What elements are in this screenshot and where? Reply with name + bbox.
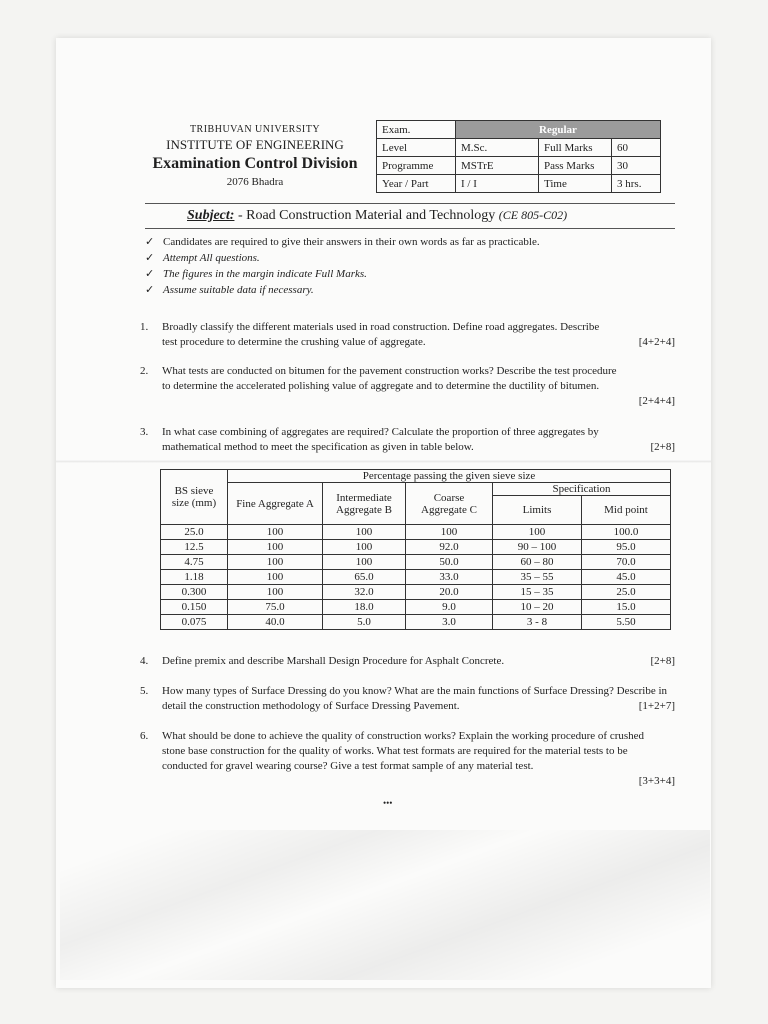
year-part-label: Year / Part bbox=[377, 175, 456, 193]
subject-divider bbox=[145, 228, 675, 229]
table-cell: 100.0 bbox=[582, 525, 671, 540]
table-cell: 12.5 bbox=[161, 540, 228, 555]
subject-label: Subject: bbox=[187, 208, 235, 223]
year-part-value: I / I bbox=[456, 175, 539, 193]
table-cell: 0.075 bbox=[161, 615, 228, 630]
header-limits: Limits bbox=[493, 496, 582, 525]
top-divider bbox=[145, 203, 675, 204]
exam-info-table bbox=[376, 120, 661, 193]
table-cell: 100 bbox=[228, 540, 323, 555]
programme-label: Programme bbox=[377, 157, 456, 175]
question-1: 1. Broadly classify the different materials used in road construction. Define road aggregates. Describe test procedure to determine the crushing value of aggregate. [4+2+4] bbox=[140, 321, 675, 348]
header-bs-sieve: BS sieve size (mm) bbox=[161, 470, 228, 525]
subject-name: - Road Construction Material and Technology bbox=[237, 208, 496, 223]
table-cell: 95.0 bbox=[582, 540, 671, 555]
header-coarse: Coarse Aggregate C bbox=[406, 483, 493, 525]
check-icon: ✓ bbox=[145, 268, 155, 280]
check-icon: ✓ bbox=[145, 284, 155, 296]
table-cell: 3.0 bbox=[406, 615, 493, 630]
table-cell: 15 – 35 bbox=[493, 585, 582, 600]
table-cell: 1.18 bbox=[161, 570, 228, 585]
table-row bbox=[161, 555, 671, 570]
level-label: Level bbox=[377, 139, 456, 157]
table-cell: 100 bbox=[228, 555, 323, 570]
table-cell: 100 bbox=[406, 525, 493, 540]
table-cell: 40.0 bbox=[228, 615, 323, 630]
university-name: TRIBHUVAN UNIVERSITY bbox=[189, 124, 321, 135]
pass-marks-label: Pass Marks bbox=[539, 157, 612, 175]
header-fine: Fine Aggregate A bbox=[228, 483, 323, 525]
table-cell: 100 bbox=[228, 585, 323, 600]
table-cell: 70.0 bbox=[582, 555, 671, 570]
level-value: M.Sc. bbox=[456, 139, 539, 157]
table-cell: 35 – 55 bbox=[493, 570, 582, 585]
table-cell: 50.0 bbox=[406, 555, 493, 570]
header-percentage: Percentage passing the given sieve size bbox=[228, 470, 671, 483]
instructions-list bbox=[145, 235, 540, 299]
header-specification: Specification bbox=[493, 483, 671, 496]
question-marks: [1+2+7] bbox=[638, 700, 675, 712]
table-cell: 25.0 bbox=[161, 525, 228, 540]
table-cell: 100 bbox=[228, 570, 323, 585]
table-cell: 10 – 20 bbox=[493, 600, 582, 615]
table-cell: 92.0 bbox=[406, 540, 493, 555]
paper-crease bbox=[56, 460, 711, 463]
table-cell: 75.0 bbox=[228, 600, 323, 615]
exam-value: Regular bbox=[456, 121, 661, 139]
table-cell: 100 bbox=[323, 555, 406, 570]
full-marks-value: 60 bbox=[612, 139, 661, 157]
question-marks: [3+3+4] bbox=[638, 775, 675, 787]
table-cell: 0.300 bbox=[161, 585, 228, 600]
question-5: 5. How many types of Surface Dressing do you know? What are the main functions of Surface Dressing? Describe in detail the construction methodology of Surface Dressing Pavement. [1+2+7] bbox=[140, 685, 675, 712]
table-cell: 100 bbox=[323, 525, 406, 540]
table-cell: 33.0 bbox=[406, 570, 493, 585]
header-midpoint: Mid point bbox=[582, 496, 671, 525]
table-cell: 100 bbox=[323, 540, 406, 555]
instruction-item: ✓ The figures in the margin indicate Full Marks. bbox=[145, 268, 367, 280]
question-3: 3. In what case combining of aggregates are required? Calculate the proportion of three aggregates by mathematical method to meet the specification as given in table below. [2+8] bbox=[140, 426, 675, 453]
question-2: 2. What tests are conducted on bitumen for the pavement construction works? Describe the test procedure to determine the accelerated polishing value of aggregate and to determine the ductility of bitumen. [2+4+4] bbox=[140, 365, 675, 407]
sieve-analysis-table bbox=[160, 469, 671, 630]
table-row bbox=[161, 525, 671, 540]
programme-value: MSTrE bbox=[456, 157, 539, 175]
table-cell: 4.75 bbox=[161, 555, 228, 570]
table-cell: 5.0 bbox=[323, 615, 406, 630]
full-marks-label: Full Marks bbox=[539, 139, 612, 157]
table-row bbox=[161, 585, 671, 600]
table-cell: 32.0 bbox=[323, 585, 406, 600]
table-row bbox=[161, 540, 671, 555]
time-value: 3 hrs. bbox=[612, 175, 661, 193]
question-4: 4. Define premix and describe Marshall Design Procedure for Asphalt Concrete. [2+8] bbox=[140, 655, 675, 667]
table-cell: 90 – 100 bbox=[493, 540, 582, 555]
time-label: Time bbox=[539, 175, 612, 193]
question-6: 6. What should be done to achieve the quality of construction works? Explain the working procedure of crushed stone base construction for the quality of works. What test formats are required for the material tests to be conducted for gravel wearing course? Give a test format sample of any material test. [3+3+4] bbox=[140, 730, 675, 787]
table-cell: 60 – 80 bbox=[493, 555, 582, 570]
table-cell: 20.0 bbox=[406, 585, 493, 600]
institution-header bbox=[135, 124, 375, 188]
exam-label: Exam. bbox=[377, 121, 456, 139]
table-row bbox=[161, 570, 671, 585]
question-marks: [4+2+4] bbox=[638, 336, 675, 348]
subject-line bbox=[187, 208, 567, 224]
table-cell: 0.150 bbox=[161, 600, 228, 615]
header-intermediate: Intermediate Aggregate B bbox=[323, 483, 406, 525]
paper-wrinkle bbox=[60, 830, 710, 980]
table-cell: 45.0 bbox=[582, 570, 671, 585]
question-marks: [2+8] bbox=[650, 655, 675, 667]
question-marks: [2+4+4] bbox=[638, 395, 675, 407]
end-marker: ••• bbox=[383, 798, 393, 808]
table-cell: 100 bbox=[493, 525, 582, 540]
table-cell: 18.0 bbox=[323, 600, 406, 615]
table-cell: 65.0 bbox=[323, 570, 406, 585]
table-cell: 25.0 bbox=[582, 585, 671, 600]
instruction-item: ✓ Candidates are required to give their answers in their own words as far as practicable. bbox=[145, 236, 540, 248]
table-cell: 15.0 bbox=[582, 600, 671, 615]
instruction-item: ✓ Assume suitable data if necessary. bbox=[145, 284, 314, 296]
table-cell: 5.50 bbox=[582, 615, 671, 630]
table-row bbox=[161, 600, 671, 615]
check-icon: ✓ bbox=[145, 252, 155, 264]
table-cell: 3 - 8 bbox=[493, 615, 582, 630]
table-cell: 9.0 bbox=[406, 600, 493, 615]
pass-marks-value: 30 bbox=[612, 157, 661, 175]
exam-year: 2076 Bhadra bbox=[226, 176, 284, 188]
question-marks: [2+8] bbox=[650, 441, 675, 453]
table-cell: 100 bbox=[228, 525, 323, 540]
instruction-item: ✓ Attempt All questions. bbox=[145, 252, 260, 264]
table-row bbox=[161, 615, 671, 630]
institute-name: INSTITUTE OF ENGINEERING bbox=[166, 137, 344, 152]
subject-code: (CE 805-C02) bbox=[498, 208, 568, 222]
division-name: Examination Control Division bbox=[152, 155, 358, 172]
check-icon: ✓ bbox=[145, 236, 155, 248]
